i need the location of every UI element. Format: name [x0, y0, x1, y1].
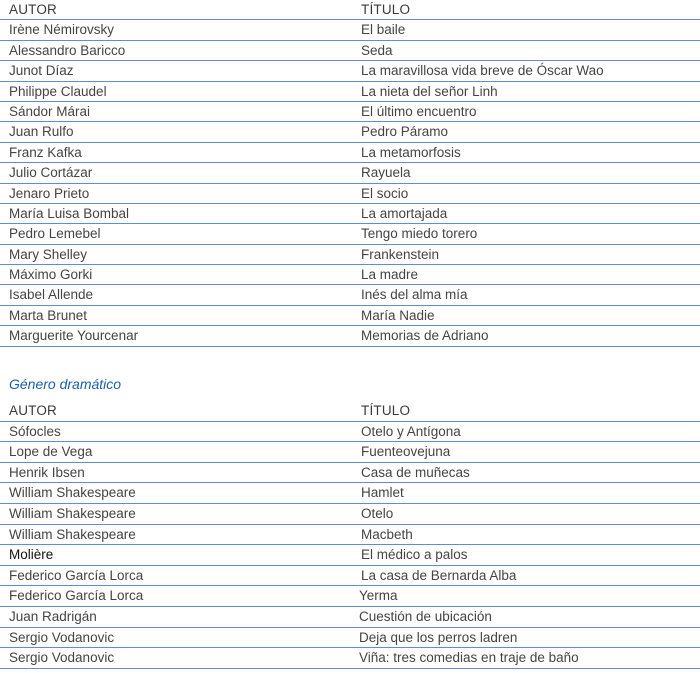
- author-cell: Sergio Vodanovic: [9, 650, 115, 666]
- title-column-header: TÍTULO: [361, 403, 411, 418]
- table-row: [0, 61, 700, 81]
- author-cell: Máximo Gorki: [9, 267, 93, 283]
- author-cell: Sándor Márai: [9, 103, 91, 119]
- title-cell: Yerma: [359, 588, 398, 604]
- table-row: [0, 122, 700, 142]
- title-cell: La metamorfosis: [361, 144, 461, 160]
- table-row: [0, 102, 700, 122]
- author-cell: Henrik Ibsen: [9, 464, 85, 480]
- table-row: [0, 82, 700, 102]
- author-cell: Sergio Vodanovic: [9, 629, 115, 645]
- title-cell: El baile: [361, 22, 406, 38]
- title-cell: Memorias de Adriano: [361, 328, 489, 344]
- table-row: [0, 326, 700, 346]
- table-row: [0, 648, 700, 669]
- table-row: [0, 41, 700, 61]
- title-column-header: TÍTULO: [361, 2, 411, 17]
- author-cell: William Shakespeare: [9, 485, 136, 501]
- table-row: [0, 628, 700, 649]
- author-cell: Pedro Lemebel: [9, 226, 101, 242]
- author-cell: Federico García Lorca: [9, 567, 144, 583]
- table-row: [0, 566, 700, 587]
- table-row: [0, 422, 700, 443]
- title-cell: La maravillosa vida breve de Óscar Wao: [361, 63, 604, 79]
- author-cell: Juan Rulfo: [9, 124, 74, 140]
- author-column-header: AUTOR: [9, 2, 58, 17]
- title-cell: La amortajada: [361, 205, 448, 221]
- title-cell: Seda: [361, 42, 393, 58]
- author-cell: Irène Némirovsky: [9, 22, 115, 38]
- title-cell: Viña: tres comedias en traje de baño: [359, 650, 579, 666]
- table-row: [0, 265, 700, 285]
- table-row: [0, 245, 700, 265]
- author-cell: Julio Cortázar: [9, 165, 93, 181]
- table-header: [0, 0, 700, 20]
- title-cell: María Nadie: [361, 307, 435, 323]
- title-cell: Macbeth: [361, 526, 413, 542]
- title-cell: La nieta del señor Linh: [361, 83, 498, 99]
- title-cell: Tengo miedo torero: [361, 226, 478, 242]
- author-cell: Isabel Allende: [9, 287, 94, 303]
- dramatic-table: [0, 401, 700, 669]
- title-cell: El último encuentro: [361, 103, 477, 119]
- author-cell: Marguerite Yourcenar: [9, 328, 139, 344]
- table-header: [0, 401, 700, 422]
- title-cell: Fuenteovejuna: [361, 444, 451, 460]
- table-row: [0, 586, 700, 607]
- author-cell: Lope de Vega: [9, 444, 93, 460]
- table-row: [0, 442, 700, 463]
- author-cell: Philippe Claudel: [9, 83, 107, 99]
- table-row: [0, 224, 700, 244]
- table-row: [0, 306, 700, 326]
- table-row: [0, 607, 700, 628]
- author-cell: William Shakespeare: [9, 505, 136, 521]
- title-cell: Hamlet: [361, 485, 404, 501]
- author-cell: Franz Kafka: [9, 144, 82, 160]
- title-cell: El médico a palos: [361, 547, 468, 563]
- title-cell: Otelo y Antígona: [361, 423, 461, 439]
- title-cell: Inés del alma mía: [361, 287, 468, 303]
- table-row: [0, 545, 700, 566]
- author-cell: Junot Díaz: [9, 63, 74, 79]
- table-row: [0, 163, 700, 183]
- table-row: [0, 525, 700, 546]
- table-row: [0, 184, 700, 204]
- table-row: [0, 463, 700, 484]
- table-row: [0, 20, 700, 40]
- table-row: [0, 143, 700, 163]
- author-cell: Federico García Lorca: [9, 588, 144, 604]
- title-cell: Cuestión de ubicación: [359, 608, 492, 624]
- author-cell: Juan Radrigán: [9, 608, 97, 624]
- author-cell: Marta Brunet: [9, 307, 88, 323]
- author-cell: Sófocles: [9, 423, 61, 439]
- author-cell: María Luisa Bombal: [9, 205, 130, 221]
- title-cell: Frankenstein: [361, 246, 440, 262]
- author-cell: Molière: [9, 547, 54, 563]
- table-row: [0, 204, 700, 224]
- title-cell: La madre: [361, 267, 419, 283]
- table-row: [0, 483, 700, 504]
- title-cell: Casa de muñecas: [361, 464, 470, 480]
- table-row: [0, 285, 700, 305]
- author-cell: William Shakespeare: [9, 526, 136, 542]
- author-cell: Jenaro Prieto: [9, 185, 90, 201]
- table-row: [0, 504, 700, 525]
- author-cell: Mary Shelley: [9, 246, 88, 262]
- author-cell: Alessandro Baricco: [9, 42, 126, 58]
- author-column-header: AUTOR: [9, 403, 58, 418]
- title-cell: Deja que los perros ladren: [359, 629, 518, 645]
- section-heading-dramatic: Género dramático: [9, 376, 122, 392]
- title-cell: El socio: [361, 185, 409, 201]
- title-cell: Otelo: [361, 505, 394, 521]
- title-cell: La casa de Bernarda Alba: [361, 567, 517, 583]
- title-cell: Pedro Páramo: [361, 124, 449, 140]
- title-cell: Rayuela: [361, 165, 411, 181]
